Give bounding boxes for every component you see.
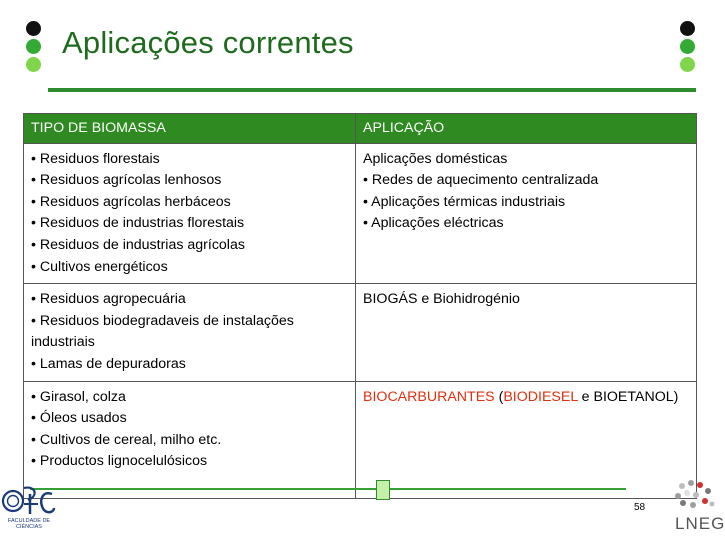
dot-icon xyxy=(680,39,695,54)
biomass-type-cell xyxy=(24,381,356,498)
dot-icon xyxy=(26,39,41,54)
decorative-dots-left xyxy=(26,21,44,75)
list-item: • Residuos agrícolas lenhosos xyxy=(31,172,222,189)
column-header-application: APLICAÇÃO xyxy=(356,114,697,144)
list-item: • Girasol, colza xyxy=(31,388,126,405)
list-item: • Óleos usados xyxy=(31,410,127,427)
biofuels-label: BIOCARBURANTES xyxy=(363,388,499,405)
list-item: • Redes de aquecimento centralizada xyxy=(363,172,599,189)
lneg-logo-text: LNEG xyxy=(675,514,725,533)
application-cell xyxy=(356,284,697,381)
column-header-type: TIPO DE BIOMASSA xyxy=(24,114,356,144)
list-item: • Lamas de depuradoras xyxy=(31,355,186,372)
list-item: • Productos lignocelulósicos xyxy=(31,453,208,470)
application-cell xyxy=(356,381,697,498)
page-number: 58 xyxy=(634,502,646,513)
faculty-logo-text: FACULDADE DE CIÊNCIAS xyxy=(7,518,51,530)
bottom-divider xyxy=(30,488,626,490)
list-item: • Residuos agrícolas herbáceos xyxy=(31,193,231,210)
lneg-logo-icon xyxy=(672,478,718,518)
list-item: • Residuos biodegradaveis de instalações industriais xyxy=(31,312,294,351)
bioethanol-label: e BIOETANOL) xyxy=(577,388,679,405)
list-item: • Residuos agropecuária xyxy=(31,291,186,308)
list-item: • Cultivos de cereal, milho etc. xyxy=(31,431,222,448)
list-item: • Aplicações térmicas industriais xyxy=(363,193,566,210)
faculty-logo-icon xyxy=(0,484,56,540)
dot-icon xyxy=(26,21,41,36)
page-title: Aplicações correntes xyxy=(62,25,354,60)
decorative-dots-right xyxy=(680,21,698,75)
title-divider xyxy=(48,88,696,92)
list-item: • Cultivos energéticos xyxy=(31,258,168,275)
list-item: BIOGÁS e Biohidrogénio xyxy=(363,291,520,308)
biomass-table xyxy=(23,113,697,499)
table-row xyxy=(24,284,697,381)
list-item: • Residuos de industrias agrícolas xyxy=(31,236,245,253)
biomass-type-cell xyxy=(24,284,356,381)
biomass-type-cell xyxy=(24,143,356,284)
table-header-row xyxy=(24,114,697,144)
list-item: • Residuos de industrias florestais xyxy=(31,215,245,232)
dot-icon xyxy=(680,57,695,72)
slider-handle[interactable] xyxy=(376,480,390,500)
list-item: • Residuos florestais xyxy=(31,150,160,167)
table-row xyxy=(24,143,697,284)
dot-icon xyxy=(680,21,695,36)
biodiesel-label: BIODIESEL xyxy=(503,388,578,405)
paren-open: ( xyxy=(498,388,504,405)
list-item: Aplicações domésticas xyxy=(363,150,508,167)
table-row xyxy=(24,381,697,498)
dot-icon xyxy=(26,57,41,72)
list-item: • Aplicações eléctricas xyxy=(363,215,504,232)
application-cell xyxy=(356,143,697,284)
